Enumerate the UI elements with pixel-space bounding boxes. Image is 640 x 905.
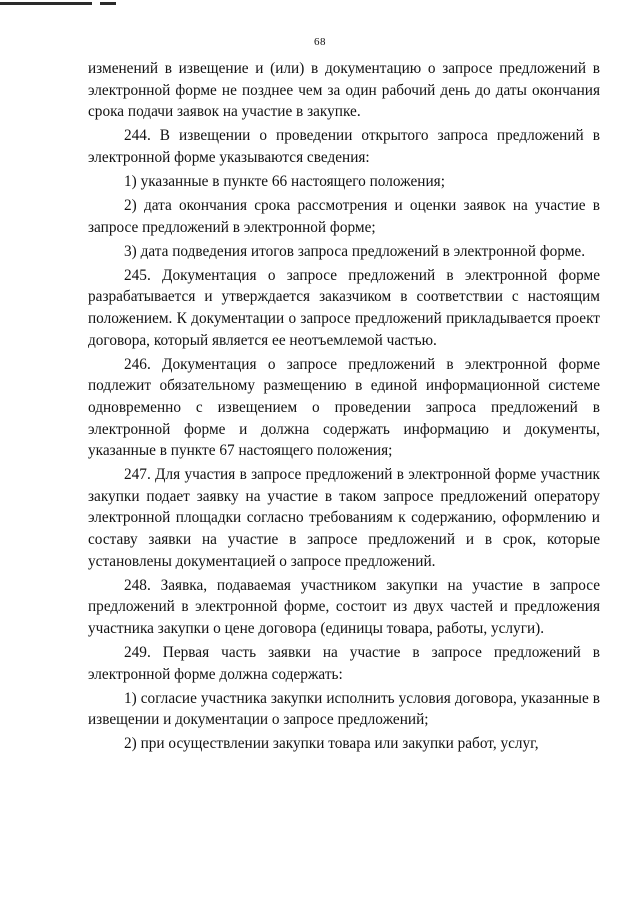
scan-corner-mark: [0, 0, 120, 10]
page-number: 68: [314, 36, 326, 48]
list-item-244-1: 1) указанные в пункте 66 настоящего положения;: [124, 172, 445, 190]
list-item-244-2: 2) дата окончания срока рассмотрения и оценки заявок на участие в запросе предложений в электронной форме;: [88, 197, 600, 236]
paragraph-247: 247. Для участия в запросе предложений в электронной форме участник закупки подает заявку на участие в таком запросе предложений оператору электронной площадки согласно требованиям к содержанию, оформлению и составу заявки на участие в запросе предложений и в срок, которые установлены документацией о запросе предложений.: [88, 466, 600, 570]
paragraph-244: 244. В извещении о проведении открытого запроса предложений в электронной форме указываются сведения:: [88, 127, 600, 166]
paragraph-249: 249. Первая часть заявки на участие в запросе предложений в электронной форме должна содержать:: [88, 643, 600, 683]
paragraph-continuation: изменений в извещение и (или) в документацию о запросе предложений в электронной форме не позднее чем за один рабочий день до даты окончания срока подачи заявок на участие в закупке.: [88, 60, 600, 121]
list-item-249-1: 1) согласие участника закупки исполнить условия договора, указанные в извещении и документации о запросе предложений;: [88, 689, 600, 729]
paragraph-248: 248. Заявка, подаваемая участником закупки на участие в запросе предложений в электронной форме, состоит из двух частей и предложения участника закупки о цене договора (единицы товара, работы, услуги).: [88, 576, 600, 637]
paragraph-245: 245. Документация о запросе предложений в электронной форме разрабатывается и утверждается заказчиком в соответствии с настоящим положением. К документации о запросе предложений прикладывается проект договора, который является ее неотъемлемой частью.: [88, 266, 600, 349]
paragraph-246: 246. Документация о запросе предложений в электронной форме подлежит обязательному размещению в единой информационной системе одновременно с извещением о проведении запроса предложений в электронной форме и должна содержать информацию и документы, указанные в пункте 67 настоящего положения;: [88, 355, 600, 460]
list-item-244-3: 3) дата подведения итогов запроса предложений в электронной форме.: [124, 242, 586, 260]
document-body: [88, 58, 600, 757]
list-item-249-2: 2) при осуществлении закупки товара или закупки работ, услуг,: [124, 735, 539, 753]
